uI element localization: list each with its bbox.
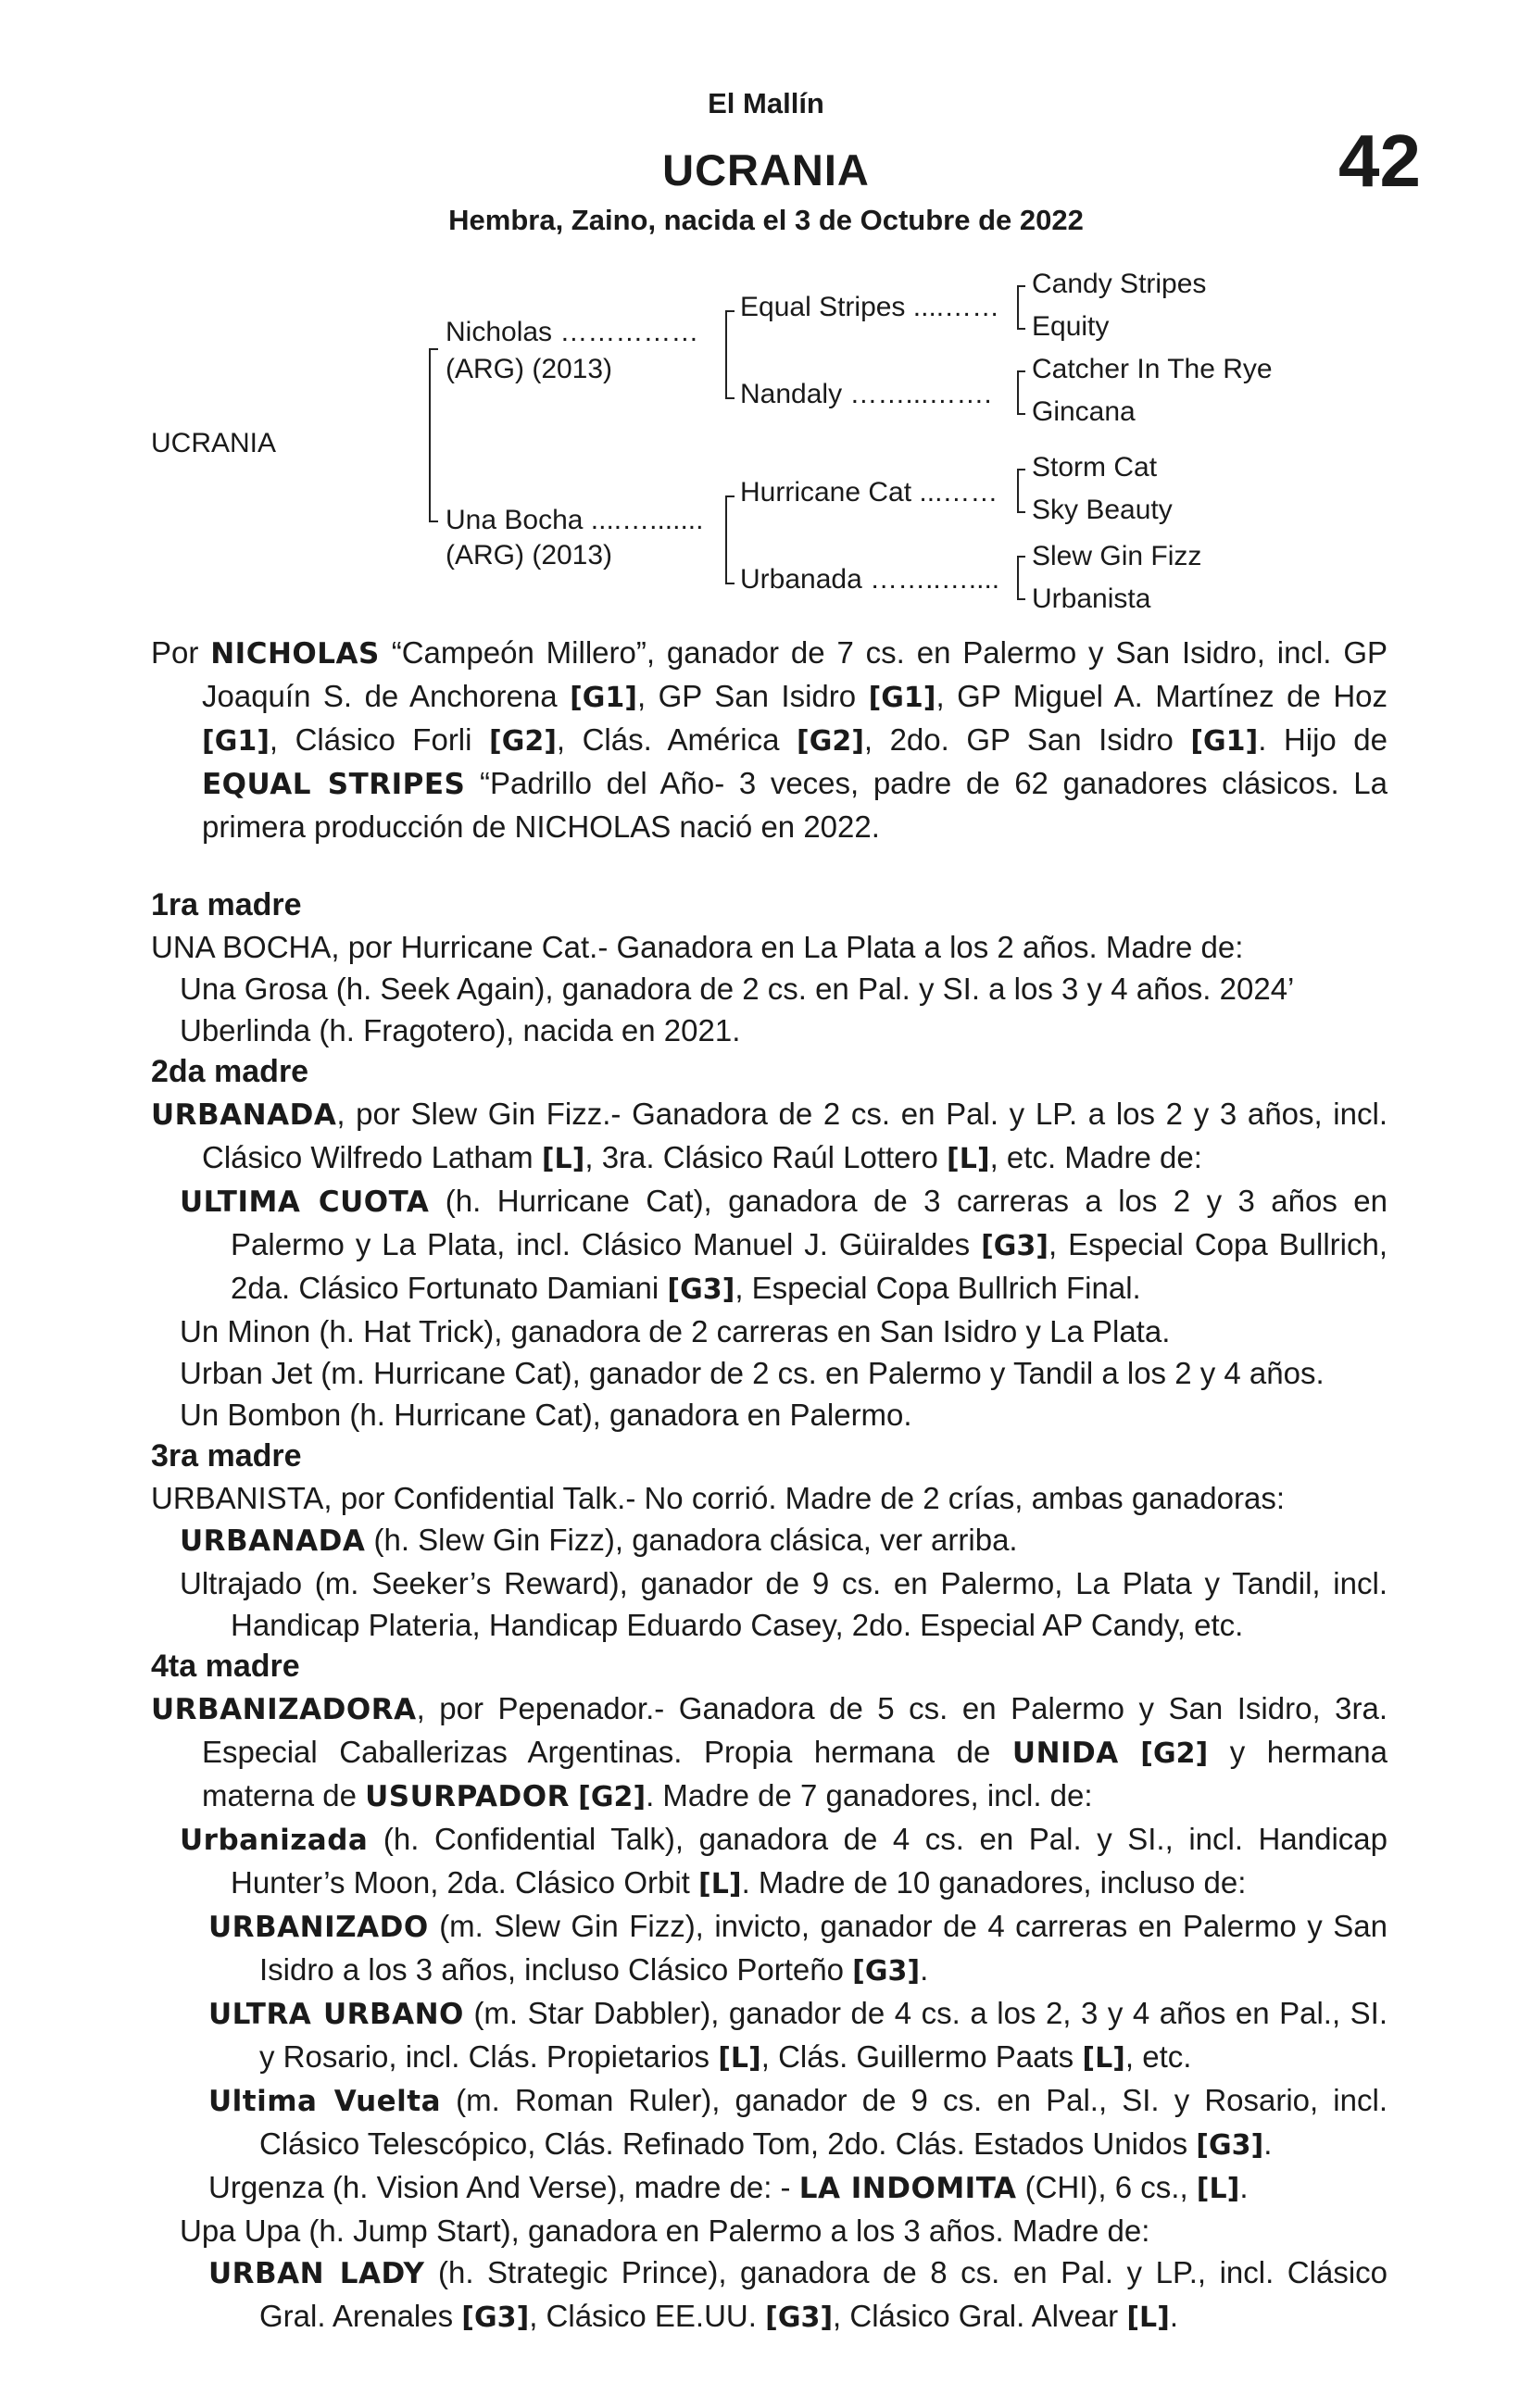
pedigree-line bbox=[429, 348, 431, 522]
dam1-intro: UNA BOCHA, por Hurricane Cat.- Ganadora en La Plata a los 2 años. Madre de: bbox=[151, 930, 1244, 964]
pedigree-line bbox=[429, 348, 438, 350]
text: , etc. bbox=[1124, 2039, 1192, 2074]
grade-badge: [L] bbox=[1126, 2301, 1170, 2334]
dam4-name: URBANIZADORA bbox=[151, 1693, 417, 1726]
text: , por Slew Gin Fizz.- Ganadora de 2 cs. en Pal. y LP. a los 2 y 3 años, incl. Clásico Wilfredo Latham bbox=[202, 1097, 1388, 1174]
text: . Madre de 10 ganadores, incluso de: bbox=[741, 1865, 1247, 1900]
pedigree-ggp-5: Storm Cat bbox=[1032, 452, 1158, 483]
grade-badge: [G3] bbox=[765, 2301, 834, 2334]
grade-badge: [G1] bbox=[570, 682, 637, 714]
dam4-grandprogeny bbox=[151, 2166, 1388, 2210]
section-heading-dam1: 1ra madre bbox=[151, 887, 302, 922]
text: . bbox=[1239, 2170, 1249, 2204]
dam4-grandprogeny bbox=[151, 1992, 1388, 2079]
text: , Clásico EE.UU. bbox=[529, 2299, 766, 2333]
text: (m. Slew Gin Fizz), invicto, ganador de 4 carreras en Palermo y San Isidro a los 3 años, incluso Clásico Porteño bbox=[259, 1909, 1388, 1987]
sibling-name: USURPADOR bbox=[365, 1780, 570, 1813]
grade-badge: [G2] bbox=[488, 725, 557, 758]
text: , Especial Copa Bullrich Final. bbox=[735, 1271, 1141, 1305]
progeny-name: LA INDOMITA bbox=[798, 2172, 1017, 2205]
pedigree-ggp-7: Slew Gin Fizz bbox=[1032, 541, 1202, 571]
text: “Padrillo del Año- 3 veces, padre de 62 ganadores clásicos. La primera producción de NICHOLAS nació en 2022. bbox=[202, 766, 1388, 844]
grade-badge: [L] bbox=[718, 2042, 761, 2075]
pedigree-ggp-1: Candy Stripes bbox=[1032, 269, 1207, 299]
pedigree-subject: UCRANIA bbox=[151, 428, 277, 458]
progeny-name: Urbanizada bbox=[180, 1824, 369, 1857]
progeny-name: ULTRA URBANO bbox=[208, 1998, 464, 2031]
spacer bbox=[151, 847, 1388, 884]
grade-badge: [L] bbox=[698, 1868, 742, 1900]
pedigree-line bbox=[1017, 556, 1019, 600]
pedigree-line bbox=[725, 310, 735, 312]
text: . Hijo de bbox=[1258, 722, 1388, 757]
text: y hermana materna de bbox=[202, 1735, 1388, 1812]
text: (m. Star Dabbler), ganador de 4 cs. a los 2, 3 y 4 años en Pal., SI. y Rosario, incl. Clás. Propietarios bbox=[259, 1996, 1388, 2074]
grade-badge: [G2] bbox=[1140, 1737, 1209, 1770]
pedigree-line bbox=[1017, 469, 1025, 470]
text: , GP Miguel A. Martínez de Hoz bbox=[936, 679, 1388, 713]
pedigree-line bbox=[1017, 285, 1025, 287]
pedigree-line bbox=[1017, 328, 1025, 330]
lot-number: 42 bbox=[1338, 119, 1421, 202]
grade-badge: [G3] bbox=[981, 1230, 1049, 1262]
pedigree-line bbox=[1017, 285, 1019, 330]
pedigree-sire-sire: Equal Stripes ....…… bbox=[740, 292, 1000, 322]
grade-badge: [G1] bbox=[1190, 725, 1259, 758]
pedigree-line bbox=[1017, 413, 1025, 415]
progeny-name: Ultima Vuelta bbox=[208, 2085, 442, 2118]
pedigree-dam-dam: Urbanada ……..….... bbox=[740, 564, 1000, 595]
text: , Clás. Guillermo Paats bbox=[760, 2039, 1083, 2074]
text: . bbox=[1263, 2126, 1273, 2161]
pedigree-ggp-8: Urbanista bbox=[1032, 583, 1151, 614]
pedigree-line bbox=[725, 495, 727, 584]
grade-badge: [G3] bbox=[1196, 2129, 1264, 2162]
pedigree-line bbox=[1017, 556, 1025, 558]
pedigree-line bbox=[1017, 370, 1025, 372]
pedigree-line bbox=[725, 495, 735, 497]
grade-badge: [L] bbox=[947, 1143, 990, 1175]
dam2-name: URBANADA bbox=[151, 1098, 337, 1132]
dam2-entry: Urban Jet (m. Hurricane Cat), ganador de 2 cs. en Palermo y Tandil a los 2 y 4 años. bbox=[180, 1356, 1325, 1390]
dam4-intro bbox=[151, 1687, 1388, 1818]
section-heading-dam3: 3ra madre bbox=[151, 1438, 302, 1474]
progeny-name: URBANADA bbox=[180, 1524, 366, 1558]
dam4-entry bbox=[151, 1818, 1388, 1905]
text: , Especial Copa Bullrich, 2da. Clásico Fortunato Damiani bbox=[231, 1227, 1388, 1305]
sire-name: NICHOLAS bbox=[210, 637, 380, 671]
dam2-intro bbox=[151, 1093, 1388, 1180]
text: (h. Strategic Prince), ganadora de 8 cs. en Pal. y LP., incl. Clásico Gral. Arenales bbox=[259, 2255, 1388, 2333]
pedigree-ggp-3: Catcher In The Rye bbox=[1032, 354, 1273, 384]
pedigree-ggp-6: Sky Beauty bbox=[1032, 495, 1173, 525]
horse-name-title: UCRANIA bbox=[662, 145, 870, 194]
pedigree-sire: Nicholas …………… bbox=[446, 317, 699, 347]
dam3-entry: Ultrajado (m. Seeker’s Reward), ganador de 9 cs. en Palermo, La Plata y Tandil, incl. Handicap Plateria, Handicap Eduardo Casey, 2do. Especial AP Candy, etc. bbox=[180, 1566, 1388, 1642]
text: , etc. Madre de: bbox=[989, 1140, 1202, 1174]
grade-badge: [L] bbox=[1082, 2042, 1125, 2075]
dam1-entry: Uberlinda (h. Fragotero), nacida en 2021. bbox=[180, 1013, 741, 1047]
haras-name: El Mallín bbox=[708, 87, 824, 119]
dam4-grandprogeny bbox=[151, 2079, 1388, 2166]
grade-badge: [G3] bbox=[667, 1273, 735, 1306]
section-heading-dam2: 2da madre bbox=[151, 1054, 309, 1089]
dam1-entry: Una Grosa (h. Seek Again), ganadora de 2 cs. en Pal. y SI. a los 3 y 4 años. 2024’ bbox=[180, 972, 1295, 1006]
dam2-entry: Un Bombon (h. Hurricane Cat), ganadora en Palermo. bbox=[180, 1398, 912, 1432]
text: (h. Hurricane Cat), ganadora de 3 carreras a los 2 y 3 años en Palermo y La Plata, incl. Clásico Manuel J. Güiraldes bbox=[231, 1184, 1388, 1261]
pedigree-line bbox=[1017, 511, 1025, 513]
grade-badge: [L] bbox=[1196, 2173, 1240, 2205]
pedigree-ggp-4: Gincana bbox=[1032, 396, 1136, 427]
pedigree-line bbox=[725, 397, 735, 399]
horse-description: Hembra, Zaino, nacida el 3 de Octubre de 2022 bbox=[448, 204, 1084, 236]
dam2-entry: Un Minon (h. Hat Trick), ganadora de 2 carreras en San Isidro y La Plata. bbox=[180, 1314, 1171, 1348]
text: (CHI), 6 cs., bbox=[1016, 2170, 1197, 2204]
pedigree-line bbox=[1017, 370, 1019, 415]
dam4-entry: Upa Upa (h. Jump Start), ganadora en Palermo a los 3 años. Madre de: bbox=[180, 2214, 1150, 2248]
text: , 3ra. Clásico Raúl Lottero bbox=[584, 1140, 948, 1174]
grade-badge: [G1] bbox=[202, 725, 270, 758]
catalog-body bbox=[151, 632, 1388, 2339]
section-heading-dam4: 4ta madre bbox=[151, 1649, 300, 1684]
text: . Madre de 7 ganadores, incl. de: bbox=[646, 1778, 1093, 1812]
grade-badge: [L] bbox=[541, 1143, 585, 1175]
pedigree-line bbox=[1017, 469, 1019, 513]
text: , GP San Isidro bbox=[636, 679, 869, 713]
pedigree-dam: Una Bocha ....…....... bbox=[446, 505, 704, 535]
pedigree-dam-origin: (ARG) (2013) bbox=[446, 540, 613, 571]
grade-badge: [G2] bbox=[796, 725, 864, 758]
grade-badge: [G2] bbox=[578, 1781, 647, 1813]
text: , por Pepenador.- Ganadora de 5 cs. en Palermo y San Isidro, 3ra. Especial Caballerizas Argentinas. Propia hermana de bbox=[202, 1691, 1388, 1769]
pedigree-sire-dam: Nandaly ……...……. bbox=[740, 379, 992, 409]
dam4-grandprogeny bbox=[151, 2251, 1388, 2339]
text: (m. Roman Ruler), ganador de 9 cs. en Pal., SI. y Rosario, incl. Clásico Telescópico, Clás. Refinado Tom, 2do. Clás. Estados Unidos bbox=[259, 2083, 1388, 2161]
sire-paragraph bbox=[151, 632, 1388, 847]
text: , Clás. América bbox=[556, 722, 797, 757]
progeny-name: URBANIZADO bbox=[208, 1911, 429, 1944]
text: . bbox=[920, 1952, 929, 1987]
pedigree-line bbox=[725, 583, 735, 584]
text: , Clásico Forli bbox=[269, 722, 489, 757]
progeny-name: ULTIMA CUOTA bbox=[180, 1185, 430, 1219]
dam3-intro: URBANISTA, por Confidential Talk.- No corrió. Madre de 2 crías, ambas ganadoras: bbox=[151, 1481, 1285, 1515]
text: (h. Slew Gin Fizz), ganadora clásica, ver arriba. bbox=[365, 1523, 1018, 1557]
pedigree-sire-origin: (ARG) (2013) bbox=[446, 354, 613, 384]
dam4-grandprogeny bbox=[151, 1905, 1388, 1992]
grade-badge: [G1] bbox=[868, 682, 936, 714]
dam3-entry bbox=[151, 1519, 1388, 1562]
pedigree-line bbox=[429, 520, 438, 522]
sibling-name: UNIDA bbox=[1011, 1737, 1119, 1770]
dam2-entry bbox=[151, 1180, 1388, 1311]
progeny-name: URBAN LADY bbox=[208, 2257, 425, 2290]
grade-badge: [G3] bbox=[461, 2301, 530, 2334]
pedigree-dam-sire: Hurricane Cat ...…… bbox=[740, 477, 998, 508]
text: (h. Confidential Talk), ganadora de 4 cs. en Pal. y SI., incl. Handicap Hunter’s Moon, 2da. Clásico Orbit bbox=[231, 1822, 1388, 1900]
grandsire-name: EQUAL STRIPES bbox=[202, 768, 466, 801]
text: Urgenza (h. Vision And Verse), madre de: - bbox=[208, 2170, 799, 2204]
text: . bbox=[1169, 2299, 1179, 2333]
text: “Campeón Millero”, ganador de 7 cs. en Palermo y San Isidro, incl. GP Joaquín S. de Anchorena bbox=[202, 635, 1388, 713]
text: Por bbox=[151, 635, 211, 670]
text: , 2do. GP San Isidro bbox=[863, 722, 1191, 757]
pedigree-line bbox=[1017, 598, 1025, 600]
pedigree-line bbox=[725, 310, 727, 399]
pedigree-ggp-2: Equity bbox=[1032, 311, 1110, 342]
text: , Clásico Gral. Alvear bbox=[833, 2299, 1127, 2333]
grade-badge: [G3] bbox=[852, 1955, 921, 1988]
